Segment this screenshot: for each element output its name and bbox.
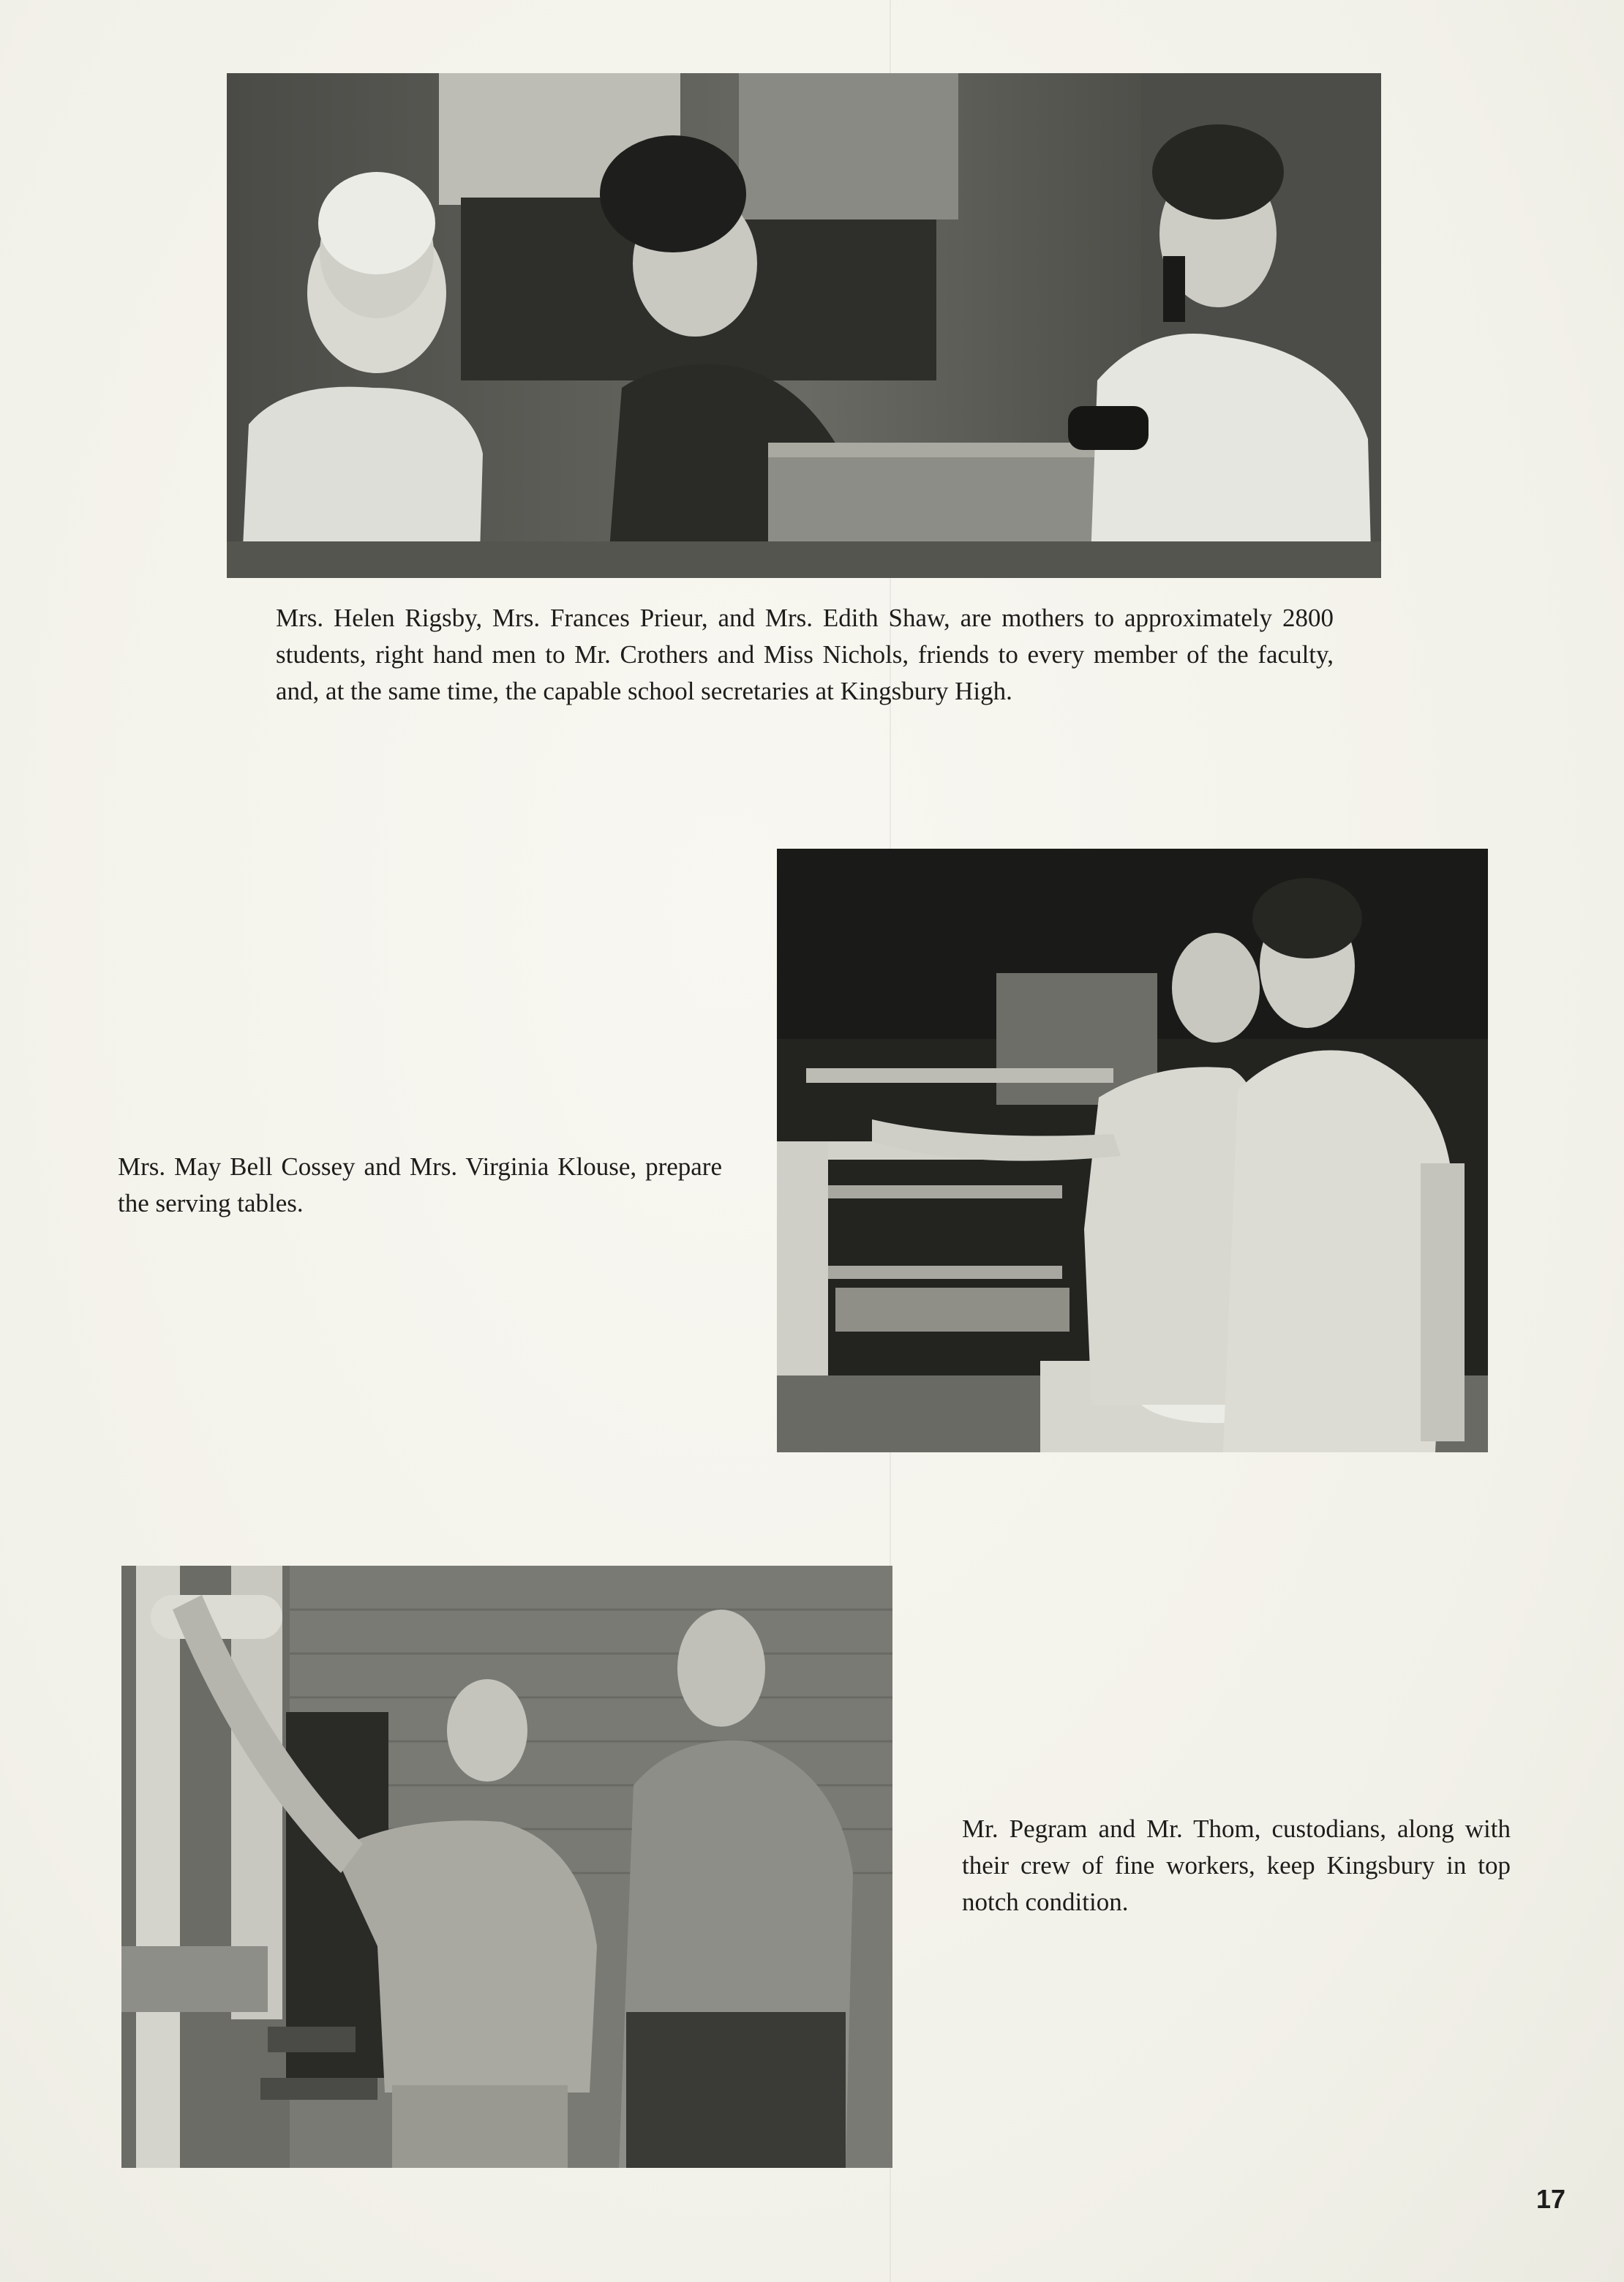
caption-custodians: Mr. Pegram and Mr. Thom, custodians, along with their crew of fine workers, keep Kingsbury in top notch condition. xyxy=(962,1814,1511,1916)
caption-school-secretaries: Mrs. Helen Rigsby, Mrs. Frances Prieur, and Mrs. Edith Shaw, are mothers to approximately 2800 students, right hand men to Mr. Crothers and Miss Nichols, friends to every member of the faculty, and, at the same time, the capable school secretaries at Kingsbury High. xyxy=(276,604,1334,705)
photo-custodians xyxy=(121,1566,892,2168)
page-number: 17 xyxy=(1535,2184,1565,2214)
photo-cafeteria-workers xyxy=(777,849,1488,1452)
caption-cafeteria-workers: Mrs. May Bell Cossey and Mrs. Virginia Klouse, prepare the serving tables. xyxy=(118,1152,722,1217)
photo-school-secretaries xyxy=(227,73,1381,578)
